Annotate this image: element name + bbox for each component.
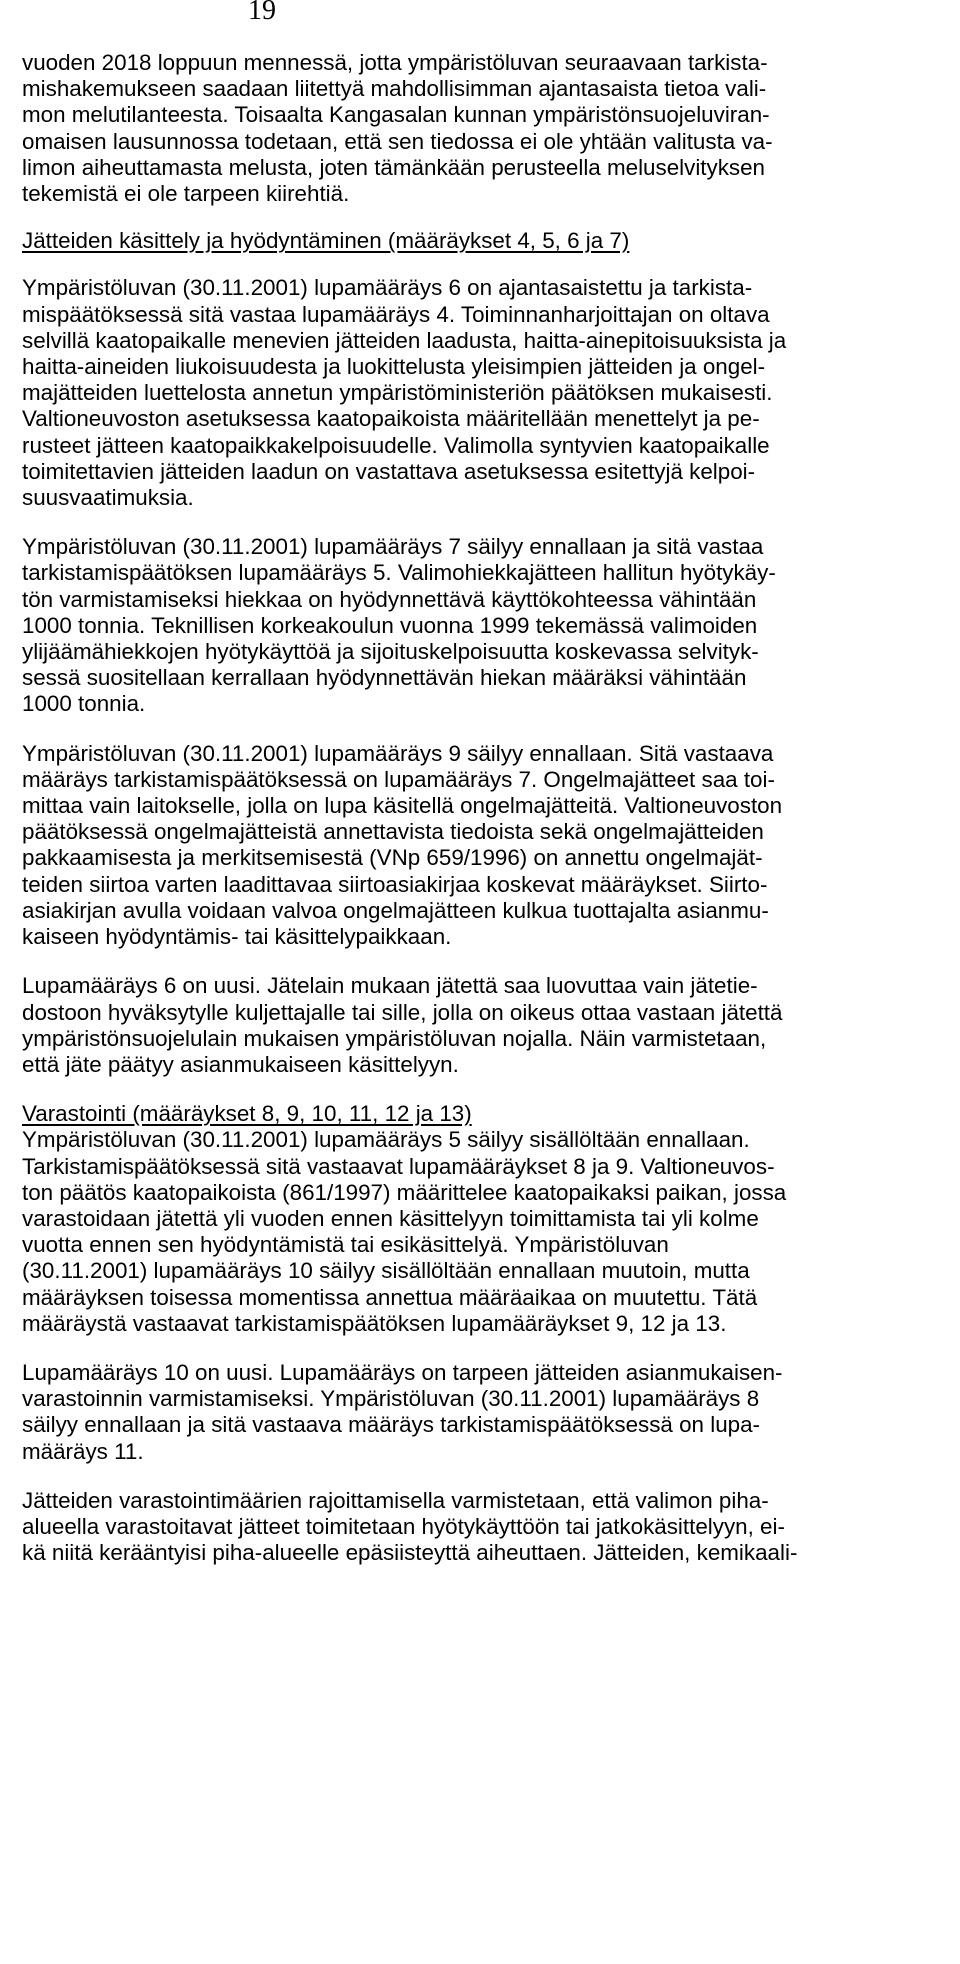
text-line: asiakirjan avulla voidaan valvoa ongelmajätteen kulkua tuottajalta asianmu- — [22, 897, 769, 923]
text-line: Ympäristöluvan (30.11.2001) lupamääräys 9 säilyy ennallaan. Sitä vastaava — [22, 740, 774, 766]
text-line: määräys tarkistamispäätöksessä on lupamääräys 7. Ongelmajätteet saa toi- — [22, 766, 775, 792]
text-line: tekemistä ei ole tarpeen kiirehtiä. — [22, 181, 350, 207]
text-line: varastoidaan jätettä yli vuoden ennen käsittelyyn toimittamista tai yli kolme — [22, 1205, 759, 1231]
text-line: ylijäämähiekkojen hyötykäyttöä ja sijoituskelpoisuutta koskevassa selvityk- — [22, 639, 759, 665]
text-line: sessä suositellaan kerrallaan hyödynnettävän hiekan määräksi vähintään — [22, 665, 747, 691]
text-line: Ympäristöluvan (30.11.2001) lupamääräys 7 säilyy ennallaan ja sitä vastaa — [22, 534, 764, 560]
text-line: kä niitä kerääntyisi piha-alueelle epäsiisteyttä aiheuttaen. Jätteiden, kemikaali- — [22, 1540, 798, 1566]
text-line: (30.11.2001) lupamääräys 10 säilyy sisällöltään ennallaan muutoin, mutta — [22, 1258, 750, 1284]
text-line: Lupamääräys 6 on uusi. Jätelain mukaan jätettä saa luovuttaa vain jätetie- — [22, 973, 758, 999]
text-line: päätöksessä ongelmajätteistä annettavista tiedoista sekä ongelmajätteiden — [22, 819, 764, 845]
paragraph — [22, 534, 776, 717]
text-line: teiden siirtoa varten laadittavaa siirtoasiakirjaa koskevat määräykset. Siirto- — [22, 871, 768, 897]
text-line: ympäristönsuojelulain mukaisen ympäristöluvan nojalla. Näin varmistetaan, — [22, 1025, 767, 1051]
text-line: säilyy ennallaan ja sitä vastaava määräys tarkistamispäätöksessä on lupa- — [22, 1412, 761, 1438]
text-line: Ympäristöluvan (30.11.2001) lupamääräys 5 säilyy sisällöltään ennallaan. — [22, 1127, 750, 1153]
text-line: alueella varastoitavat jätteet toimitetaan hyötykäyttöön tai jatkokäsittelyyn, ei- — [22, 1513, 785, 1539]
text-line: tön varmistamiseksi hiekkaa on hyödynnettävä käyttökohteessa vähintään — [22, 586, 757, 612]
text-line: rusteet jätteen kaatopaikkakelpoisuudelle. Valimolla syntyvien kaatopaikalle — [22, 432, 770, 458]
text-line: vuotta ennen sen hyödyntämistä tai esikäsittelyä. Ympäristöluvan — [22, 1232, 669, 1258]
text-line: Valtioneuvoston asetuksessa kaatopaikoista määritellään menettelyt ja pe- — [22, 406, 760, 432]
text-line: Jätteiden käsittely ja hyödyntäminen (määräykset 4, 5, 6 ja 7) — [22, 228, 630, 254]
text-line: pakkaamisesta ja merkitsemisestä (VNp 659/1996) on annettu ongelmajät- — [22, 845, 763, 871]
paragraph — [22, 275, 787, 511]
section-heading — [22, 228, 762, 254]
paragraph — [22, 1127, 787, 1337]
text-line: vuoden 2018 loppuun mennessä, jotta ympäristöluvan seuraavaan tarkista- — [22, 50, 768, 75]
text-line: haitta-aineiden liukoisuudesta ja luokittelusta yleisimpien jätteiden ja ongel- — [22, 354, 766, 380]
text-line: tarkistamispäätöksen lupamääräys 5. Valimohiekkajätteen hallitun hyötykäy- — [22, 560, 776, 586]
text-line: Lupamääräys 10 on uusi. Lupamääräys on tarpeen jätteiden asianmukaisen- — [22, 1359, 783, 1385]
text-line: Varastointi (määräykset 8, 9, 10, 11, 12 ja 13) — [22, 1101, 472, 1127]
text-line: määräystä vastaavat tarkistamispäätöksen lupamääräykset 9, 12 ja 13. — [22, 1310, 727, 1336]
text-line: että jäte päätyy asianmukaiseen käsittelyyn. — [22, 1051, 459, 1077]
text-line: omaisen lausunnossa todetaan, että sen tiedossa ei ole yhtään valitusta va- — [22, 128, 773, 154]
text-line: 1000 tonnia. — [22, 691, 146, 717]
text-line: toimitettavien jätteiden laadun on vastattava asetuksessa esitettyjä kelpoi- — [22, 458, 756, 484]
document-body — [22, 50, 798, 1566]
text-line: mispäätöksessä sitä vastaa lupamääräys 4. Toiminnanharjoittajan on oltava — [22, 301, 770, 327]
text-line: mishakemukseen saadaan liitettyä mahdollisimman ajantasaista tietoa vali- — [22, 76, 767, 102]
text-line: suusvaatimuksia. — [22, 485, 194, 511]
text-line: majätteiden luettelosta annetun ympäristöministeriön päätöksen mukaisesti. — [22, 380, 773, 406]
paragraph — [22, 973, 783, 1078]
text-line: määräyksen toisessa momentissa annettua määräaikaa on muutettu. Tätä — [22, 1284, 758, 1310]
text-line: mittaa vain laitokselle, jolla on lupa käsitellä ongelmajätteitä. Valtioneuvoston — [22, 793, 783, 819]
text-line: Jätteiden varastointimäärien rajoittamisella varmistetaan, että valimon piha- — [22, 1487, 769, 1513]
text-line: kaiseen hyödyntämis- tai käsittelypaikkaan. — [22, 924, 452, 950]
text-line: Tarkistamispäätöksessä sitä vastaavat lupamääräykset 8 ja 9. Valtioneuvos- — [22, 1153, 775, 1179]
paragraph — [22, 1359, 783, 1465]
paragraph — [22, 50, 773, 207]
text-line: Ympäristöluvan (30.11.2001) lupamääräys 6 on ajantasaistettu ja tarkista- — [22, 275, 753, 301]
text-line: dostoon hyväksytylle kuljettajalle tai sille, jolla on oikeus ottaa vastaan jätettä — [22, 999, 783, 1025]
text-line: määräys 11. — [22, 1438, 144, 1464]
text-line: selvillä kaatopaikalle menevien jätteiden laadusta, haitta-ainepitoisuuksista ja — [22, 327, 787, 353]
paragraph — [22, 1487, 798, 1567]
text-line: ton päätös kaatopaikoista (861/1997) määrittelee kaatopaikaksi paikan, jossa — [22, 1179, 787, 1205]
page-number: 19 — [248, 0, 276, 26]
section-heading — [22, 1101, 762, 1127]
text-line: mon melutilanteesta. Toisaalta Kangasalan kunnan ympäristönsuojeluviran- — [22, 102, 770, 128]
paragraph — [22, 740, 783, 951]
text-line: varastoinnin varmistamiseksi. Ympäristöluvan (30.11.2001) lupamääräys 8 — [22, 1386, 760, 1412]
text-line: limon aiheuttamasta melusta, joten tämänkään perusteella meluselvityksen — [22, 154, 766, 180]
text-line: 1000 tonnia. Teknillisen korkeakoulun vuonna 1999 tekemässä valimoiden — [22, 612, 758, 638]
